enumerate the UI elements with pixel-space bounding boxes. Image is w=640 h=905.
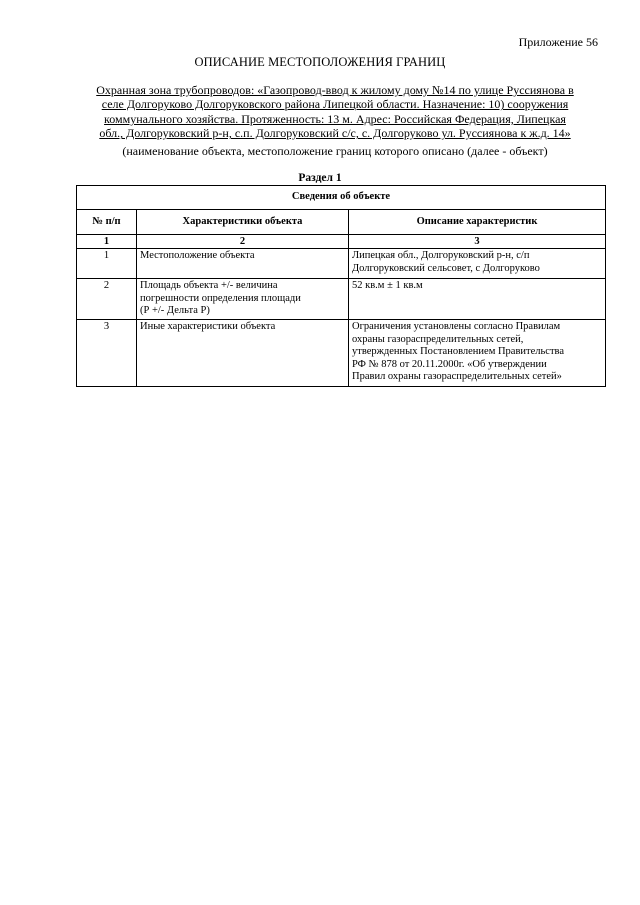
description-line: Липецкая обл., Долгоруковский р-н, с/п — [352, 250, 530, 261]
row-description — [349, 279, 606, 320]
description-line: 52 кв.м ± 1 кв.м — [352, 280, 423, 291]
table-caption-row — [77, 186, 606, 210]
row-characteristic — [137, 249, 349, 279]
object-description-line: обл., Долгоруковский р-н, с.п. Долгоруковский с/с, с. Долгоруково ул. Руссиянова к ж.д. 14» — [99, 126, 571, 141]
description-line: РФ № 878 от 20.11.2000г. «Об утверждении — [352, 358, 547, 370]
description-line: Долгоруковский сельсовет, с Долгоруково — [352, 262, 540, 274]
appendix-label: Приложение 56 — [518, 35, 598, 49]
row-num: 2 — [77, 279, 137, 320]
table-caption: Сведения об объекте — [77, 186, 606, 210]
characteristic-line: Площадь объекта +/- величина — [140, 280, 278, 291]
table-column-numbers-row — [77, 235, 606, 249]
object-description-line: Охранная зона трубопроводов: «Газопровод-ввод к жилому дому №14 по улице Руссиянова в — [96, 83, 574, 97]
object-info-table — [76, 185, 606, 387]
table-header-row — [77, 210, 606, 235]
description-line: Правил охраны газораспределительных сетей» — [352, 371, 562, 382]
row-description — [349, 249, 606, 279]
column-number: 3 — [349, 235, 606, 249]
row-characteristic — [137, 320, 349, 387]
description-line: Ограничения установлены согласно Правилам — [352, 321, 561, 332]
characteristic-line: Иные характеристики объекта — [140, 321, 276, 332]
characteristic-line: Местоположение объекта — [140, 250, 255, 261]
object-description-line: селе Долгоруково Долгоруковского района Липецкой области. Назначение: 10) сооружения — [101, 97, 569, 112]
column-number: 2 — [137, 235, 349, 249]
table-row — [77, 249, 606, 279]
description-line: утвержденных Постановлением Правительства — [352, 346, 565, 357]
description-line: охраны газораспределительных сетей, — [352, 333, 524, 345]
object-description — [70, 83, 600, 141]
header-characteristic: Характеристики объекта — [137, 210, 349, 235]
row-num: 3 — [77, 320, 137, 387]
object-caption: (наименование объекта, местоположение границ которого описано (далее - объект) — [122, 144, 548, 158]
section-title: Раздел 1 — [298, 172, 342, 184]
row-characteristic — [137, 279, 349, 320]
table-row — [77, 279, 606, 320]
column-number: 1 — [77, 235, 137, 249]
table-row — [77, 320, 606, 387]
document-title: ОПИСАНИЕ МЕСТОПОЛОЖЕНИЯ ГРАНИЦ — [194, 55, 446, 69]
row-num: 1 — [77, 249, 137, 279]
characteristic-line: погрешности определения площади — [140, 292, 301, 304]
header-description: Описание характеристик — [349, 210, 606, 235]
object-description-line: коммунального хозяйства. Протяженность: 13 м. Адрес: Российская Федерация, Липецкая — [104, 111, 566, 126]
characteristic-line: (Р +/- Дельта Р) — [140, 305, 210, 316]
header-num: № п/п — [77, 210, 137, 235]
row-description — [349, 320, 606, 387]
